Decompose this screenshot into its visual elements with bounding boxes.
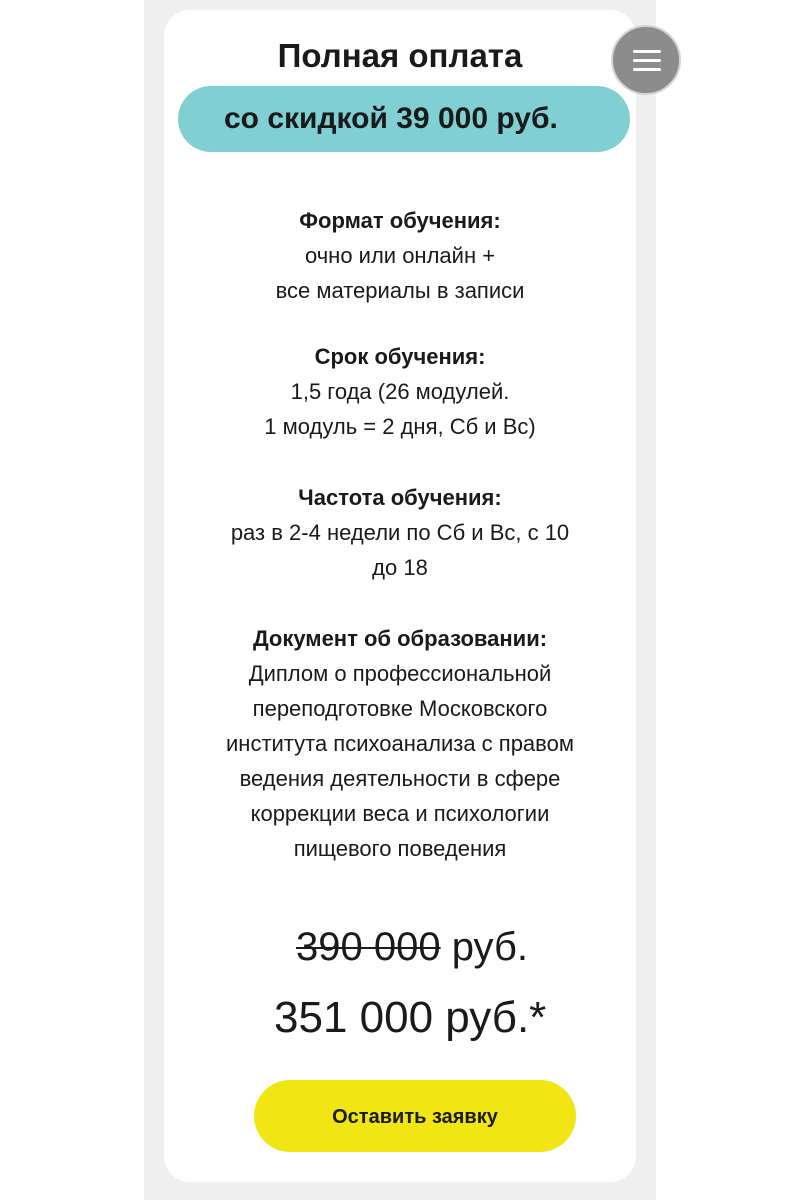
frequency-text: раз в 2-4 недели по Сб и Вс, с 10 до 18 — [230, 520, 570, 580]
hamburger-menu-icon — [633, 59, 661, 62]
duration-section — [164, 339, 636, 444]
old-price-currency: руб. — [440, 925, 528, 969]
duration-heading: Срок обучения: — [314, 344, 486, 369]
document-text: Диплом о профессиональной переподготовке Московского института психоанализа с правом ведения деятельности в сфере коррекции веса и психологии пищевого поведения — [226, 661, 574, 861]
document-section — [164, 621, 636, 866]
submit-application-button[interactable]: Оставить заявку — [254, 1080, 576, 1152]
frequency-section — [164, 480, 636, 585]
pricing-card — [164, 10, 636, 1182]
format-text: очно или онлайн + все материалы в записи — [275, 243, 525, 303]
hamburger-menu-icon — [633, 50, 661, 53]
old-price-amount: 390 000 — [296, 925, 441, 969]
frequency-heading: Частота обучения: — [298, 485, 502, 510]
document-heading: Документ об образовании: — [252, 626, 548, 651]
format-heading: Формат обучения: — [299, 208, 501, 233]
duration-text: 1,5 года (26 модулей. 1 модуль = 2 дня, Сб и Вс) — [264, 379, 536, 439]
hamburger-menu-icon — [633, 68, 661, 71]
new-price: 351 000 руб.* — [274, 993, 547, 1042]
old-price — [296, 922, 528, 972]
plan-title: Полная оплата — [277, 37, 523, 74]
discount-badge: со скидкой 39 000 руб. — [178, 86, 630, 152]
format-section — [164, 203, 636, 308]
menu-button[interactable] — [611, 25, 681, 95]
